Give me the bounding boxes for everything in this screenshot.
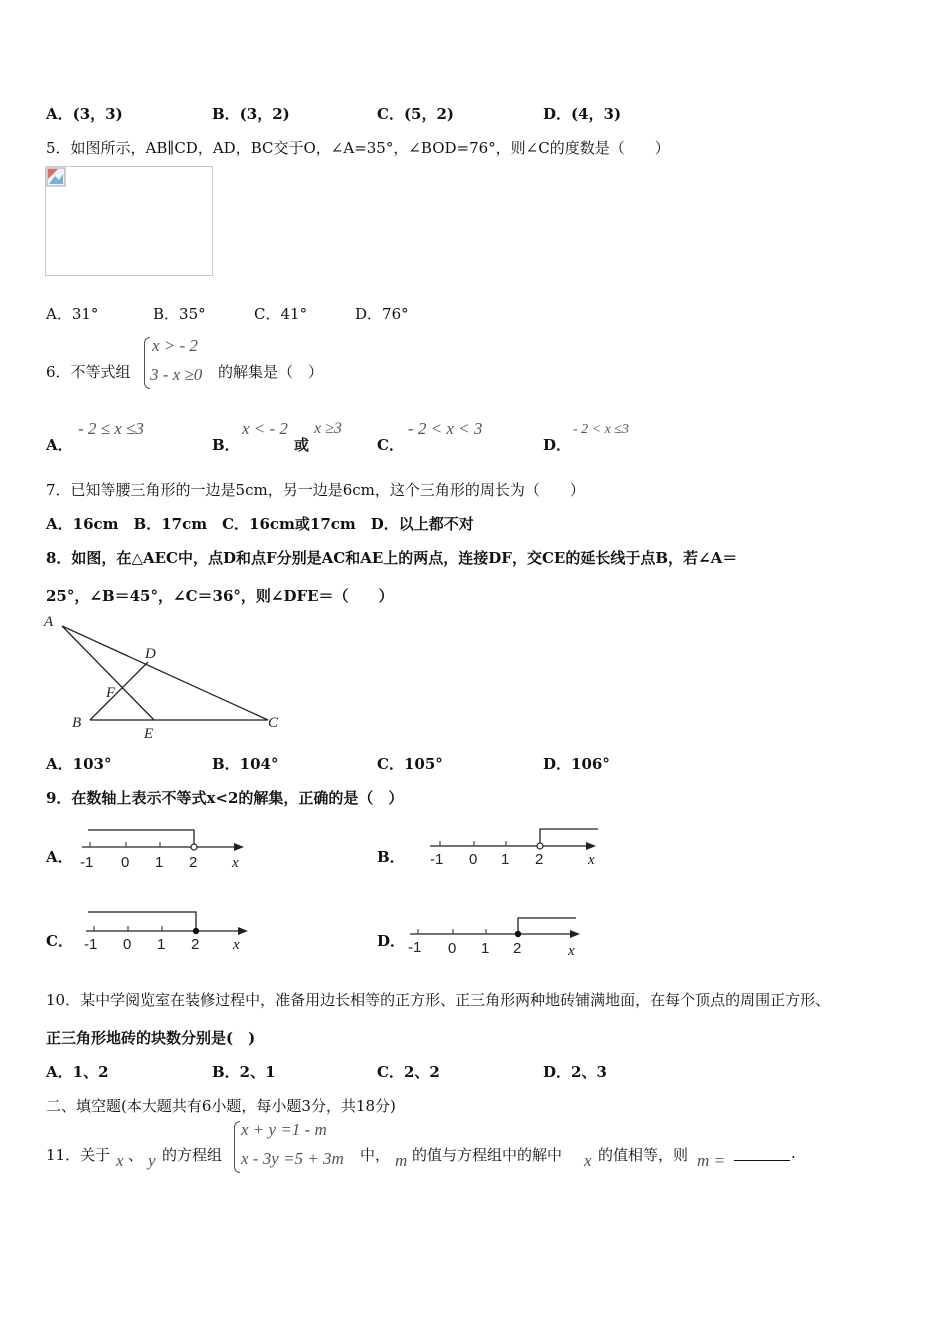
q11-answer-label: m =	[697, 1151, 725, 1170]
q11-answer-blank	[732, 1150, 790, 1168]
tick-label: 0	[469, 851, 478, 868]
q8-label-d: D	[145, 646, 156, 662]
q10-option-d: D．2、3	[543, 1063, 607, 1081]
q8-option-a: A．103°	[46, 755, 112, 773]
q10-option-a: A．1、2	[46, 1063, 109, 1081]
q11-text3: 的值相等，则	[598, 1146, 689, 1164]
q6-option-c-math: - 2 < x < 3	[408, 419, 483, 438]
q11-prefix: 11．关于	[46, 1146, 111, 1164]
section2-heading: 二、填空题(本大题共有6小题，每小题3分，共18分)	[46, 1097, 396, 1115]
q8-line-ac	[62, 626, 268, 720]
q11-text2: 的值与方程组中的解中	[412, 1146, 563, 1164]
q6-system-line1: x > - 2	[152, 336, 198, 355]
q6-option-b-or: 或	[294, 436, 310, 454]
q9-label-d: D．	[377, 932, 406, 950]
q11-system-line2: x - 3y =5 + 3m	[241, 1149, 344, 1168]
tick-label: 1	[481, 940, 490, 957]
q8-label-c: C	[268, 715, 279, 731]
q10-stem-line1: 10．某中学阅览室在装修过程中，准备用边长相等的正方形、正三角形两种地砖铺满地面，在每个顶点的周围正方形、	[46, 991, 831, 1009]
q6-label-b: B．	[212, 436, 240, 454]
q8-line-ae	[62, 626, 154, 720]
tick-label: 2	[189, 854, 198, 871]
tick-label: 2	[535, 851, 544, 868]
axis-label: x	[232, 855, 239, 871]
tick-label: -1	[408, 939, 422, 956]
q11-var-x2: x	[584, 1151, 592, 1170]
q11-mid: 的方程组	[162, 1146, 223, 1164]
q8-label-e: E	[144, 726, 154, 742]
q6-label-d: D．	[543, 436, 572, 454]
q8-label-a: A	[44, 614, 54, 630]
tick-label: 0	[448, 940, 457, 957]
tick-label: -1	[84, 936, 98, 953]
q7-stem: 7．已知等腰三角形的一边是5cm，另一边是6cm，这个三角形的周长为（ ）	[46, 481, 585, 499]
q9-label-b: B．	[377, 848, 405, 866]
q5-option-b: B．35°	[153, 305, 206, 323]
q8-stem-line2: 25°，∠B＝45°，∠C＝36°，则∠DFE＝（ ）	[46, 587, 394, 605]
q4-option-c: C．(5，2)	[377, 105, 455, 123]
q11-var-m: m	[395, 1151, 408, 1170]
q9-numberline-c	[80, 905, 260, 955]
q11-var-y: y	[148, 1151, 156, 1170]
q6-system-line2: 3 - x ≥0	[150, 365, 203, 384]
tick-label: 2	[513, 940, 522, 957]
q9-stem: 9．在数轴上表示不等式x<2的解集，正确的是（ ）	[46, 789, 404, 807]
q9-numberline-a	[76, 825, 256, 875]
tick-label: 2	[191, 936, 200, 953]
q9-label-c: C．	[46, 932, 73, 950]
q6-option-b-math1: x < - 2	[242, 419, 288, 438]
q8-label-f: F	[106, 685, 116, 701]
q6-suffix: 的解集是（ ）	[218, 363, 324, 381]
q5-option-c: C．41°	[254, 305, 308, 323]
q5-option-a: A．31°	[46, 305, 99, 323]
q9-numberline-d	[404, 912, 584, 962]
q8-line-bd	[90, 662, 148, 720]
tick-label: 1	[501, 851, 510, 868]
q8-option-b: B．104°	[212, 755, 279, 773]
q5-figure-placeholder	[45, 166, 213, 276]
tick-label: 0	[121, 854, 130, 871]
q8-label-b: B	[72, 715, 82, 731]
tick-label: -1	[80, 854, 94, 871]
q10-stem-line2: 正三角形地砖的块数分别是( )	[46, 1029, 256, 1047]
q10-option-c: C．2、2	[377, 1063, 440, 1081]
q6-label-c: C．	[377, 436, 404, 454]
tick-label: 1	[155, 854, 164, 871]
q11-system-line1: x + y =1 - m	[241, 1120, 327, 1139]
q11-var-x: x	[116, 1151, 124, 1170]
q11-system-brace	[234, 1121, 240, 1173]
axis-label: x	[233, 937, 240, 953]
q6-option-b-math2: x ≥3	[314, 420, 342, 437]
axis-label: x	[568, 943, 575, 959]
q6-option-d-math: - 2 < x ≤3	[573, 422, 630, 437]
q9-label-a: A．	[46, 848, 73, 866]
q6-prefix: 6．不等式组	[46, 363, 131, 381]
tick-label: -1	[430, 851, 444, 868]
broken-image-icon	[46, 167, 66, 187]
q4-option-d: D．(4，3)	[543, 105, 622, 123]
q8-triangle-figure	[40, 610, 290, 740]
q4-option-b: B．(3，2)	[212, 105, 290, 123]
q11-separator: 、	[128, 1146, 144, 1164]
q5-option-d: D．76°	[355, 305, 409, 323]
tick-label: 1	[157, 936, 166, 953]
q8-option-d: D．106°	[543, 755, 610, 773]
q7-options: A．16cm B．17cm C．16cm或17cm D．以上都不对	[46, 515, 474, 533]
q5-stem: 5．如图所示，AB∥CD，AD，BC交于O，∠A=35°，∠BOD=76°，则∠C的度数是（ ）	[46, 139, 670, 157]
q4-option-a: A．(3，3)	[46, 105, 123, 123]
q11-zhong: 中，	[360, 1146, 391, 1164]
tick-label: 0	[123, 936, 132, 953]
q8-option-c: C．105°	[377, 755, 443, 773]
q6-option-a-math: - 2 ≤ x ≤3	[78, 419, 144, 438]
q11-end: .	[791, 1144, 796, 1162]
q10-option-b: B．2、1	[212, 1063, 276, 1081]
q9-numberline-b	[424, 822, 604, 872]
q8-stem-line1: 8．如图，在△AEC中，点D和点F分别是AC和AE上的两点，连接DF，交CE的延长线于点B，若∠A＝	[46, 549, 738, 567]
q6-label-a: A．	[46, 436, 73, 454]
axis-label: x	[588, 852, 595, 868]
